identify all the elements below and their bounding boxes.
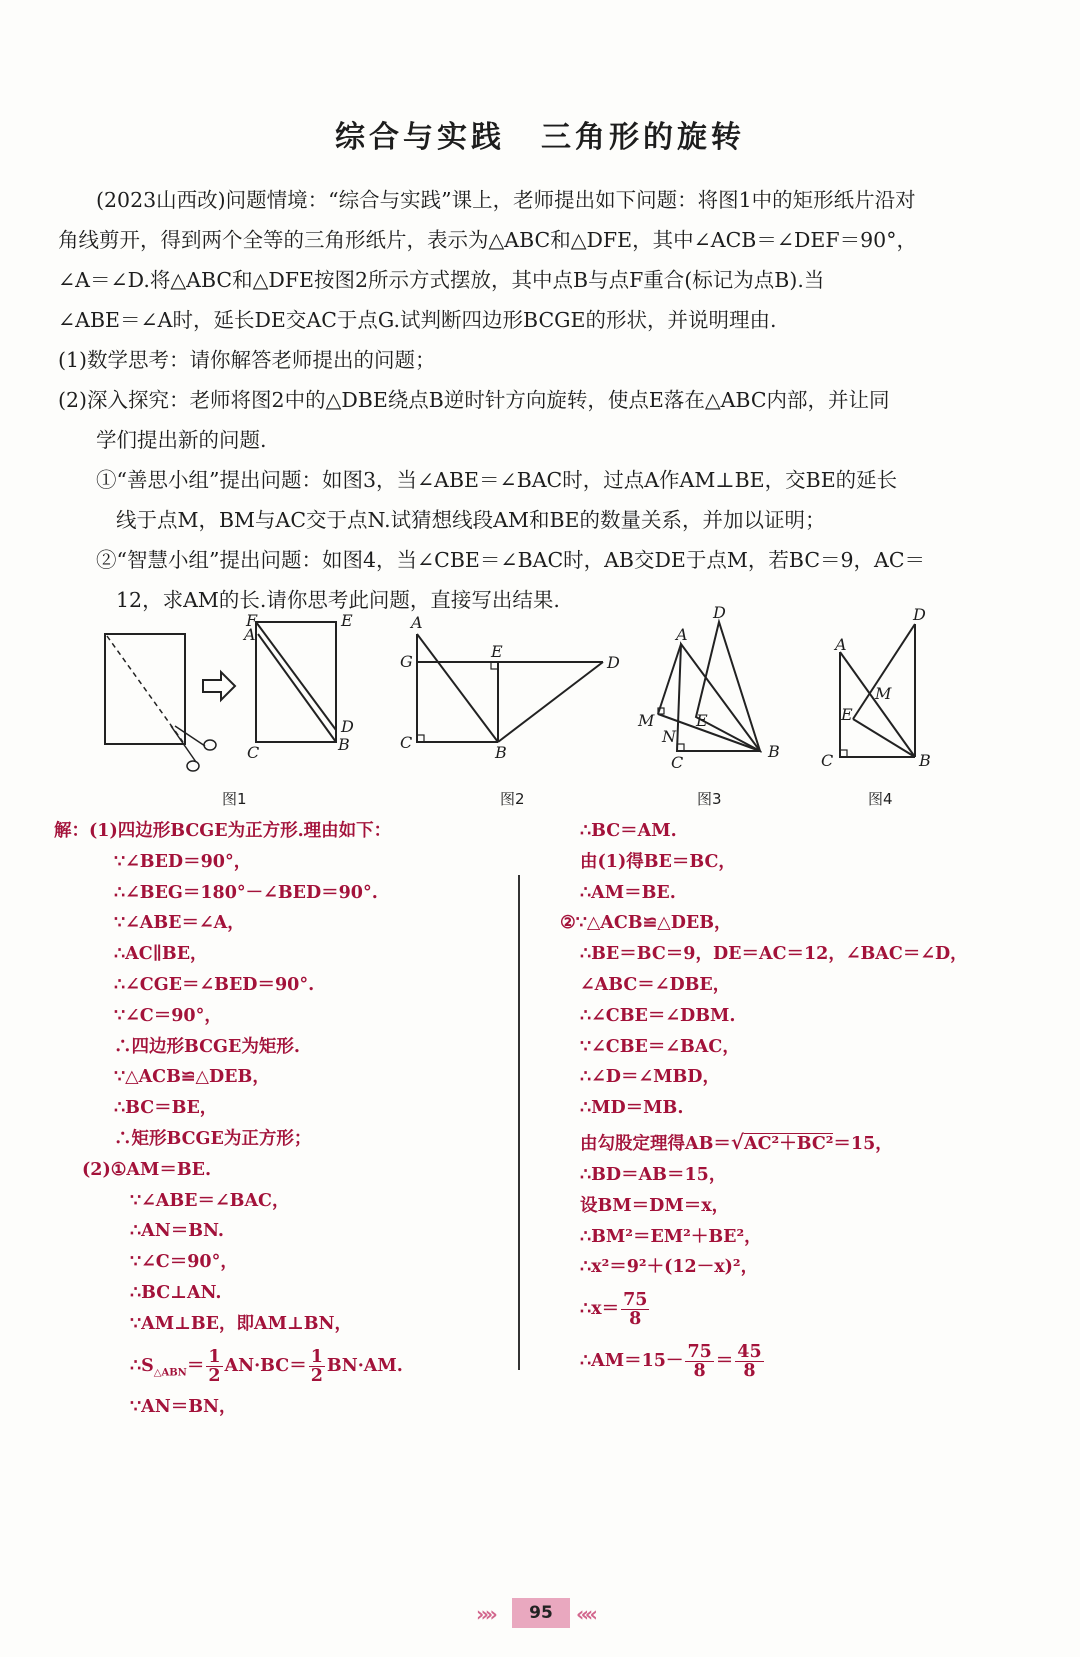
solution-line: ∴∠CBE＝∠DBM.	[580, 1005, 736, 1026]
solution-line: ∵AN＝BN，	[130, 1396, 237, 1417]
solution-line: 解：(1)四边形BCGE为正方形.理由如下：	[54, 821, 392, 841]
solution-line: ∵△ACB≌△DEB，	[114, 1067, 270, 1088]
solution-line: ∴BE＝BC＝9，DE＝AC＝12，∠BAC＝∠D，	[580, 944, 968, 965]
label-N: N	[662, 727, 676, 746]
question-2: (2)深入探究：老师将图2中的△DBE绕点B逆时针方向旋转，使点E落在△ABC内部，并让同	[58, 388, 890, 412]
column-divider	[518, 875, 520, 1370]
title-part1: 综合与实践	[335, 120, 505, 155]
problem-line: ∠ABE＝∠A时，延长DE交AC于点G.试判断四边形BCGE的形状，并说明理由.	[58, 308, 777, 332]
solution-line: ∵∠ABE＝∠BAC，	[130, 1190, 290, 1211]
problem-line: 学们提出新的问题.	[96, 428, 267, 452]
scissors-icon	[171, 726, 216, 771]
right-arrows-icon: ««	[576, 1602, 594, 1626]
line-eb	[853, 719, 915, 757]
caption-fig3: 图3	[697, 790, 722, 808]
label-A: A	[676, 625, 688, 644]
arrow-icon	[203, 672, 235, 700]
solution-left	[54, 816, 509, 1422]
title-part2: 三角形的旋转	[541, 120, 745, 155]
solution-line: ∴BC＝BE，	[114, 1098, 218, 1119]
solution-line: ∠ABC＝∠DBE，	[580, 974, 731, 995]
label-B: B	[768, 742, 780, 761]
solution-line: ∴矩形BCGE为正方形；	[114, 1128, 312, 1149]
x-value-line: ∴x＝ $\frac{75}{8}$	[580, 1290, 648, 1330]
label-B: B	[338, 735, 350, 754]
solution-line: ∴AC∥BE，	[114, 944, 208, 965]
line-am	[658, 644, 681, 714]
label-A: A	[244, 625, 256, 644]
line-de	[853, 624, 915, 719]
solution-line: ∵∠C＝90°，	[130, 1252, 238, 1273]
page-number-badge	[476, 1598, 606, 1630]
solution-line: ∴x²＝9²＋(12－x)²，	[580, 1257, 759, 1278]
figure-4	[815, 604, 955, 774]
solution-line: ∴AM＝BE.	[580, 882, 676, 903]
area-formula: $\therefore S_{\triangle ABN}=$ $\frac{1}{2}$ AN·BC＝ $\frac{1}{2}$ BN·AM.	[130, 1346, 403, 1386]
label-C: C	[671, 753, 684, 772]
label-D: D	[913, 605, 926, 624]
question-1: (1)数学思考：请你解答老师提出的问题；	[58, 348, 436, 372]
solution-line: ∴BC＝AM.	[580, 821, 677, 841]
solution-line: 由(1)得BE＝BC，	[580, 851, 736, 872]
problem-line: (2023山西改)问题情境：“综合与实践”课上，老师提出如下问题：将图1中的矩形纸片沿对	[96, 188, 916, 212]
page-title	[0, 112, 1080, 156]
question-2-2: ②“智慧小组”提出问题：如图4，当∠CBE＝∠BAC时，AB交DE于点M，若BC＝9，AC＝	[96, 548, 926, 572]
label-B: B	[495, 743, 507, 762]
solution-line: ∴∠CGE＝∠BED＝90°.	[114, 974, 315, 995]
solution-line: ∴BC⊥AN.	[130, 1282, 222, 1303]
solution-line: ∵∠CBE＝∠BAC，	[580, 1036, 740, 1057]
label-E: E	[341, 611, 353, 630]
solution-line: (2)①AM＝BE.	[82, 1159, 212, 1180]
label-D: D	[713, 603, 726, 622]
solution-line: ∴∠BEG＝180°－∠BED＝90°.	[114, 882, 378, 903]
label-A: A	[835, 635, 847, 654]
solution-line: ∴四边形BCGE为矩形.	[114, 1036, 300, 1057]
figure-3	[640, 604, 810, 774]
am-result-line: ∴AM＝15－ $\frac{75}{8}$ ＝ $\frac{45}{8}$	[580, 1342, 762, 1382]
line-db	[498, 662, 603, 742]
caption-fig4: 图4	[868, 790, 893, 808]
caption-fig1: 图1	[222, 790, 247, 808]
solution-line: ∴AN＝BN.	[130, 1221, 224, 1242]
solution-line: ②∵△ACB≌△DEB，	[560, 913, 732, 934]
solution-line: ∴BD＝AB＝15，	[580, 1164, 727, 1185]
label-M: M	[638, 711, 655, 730]
cut-edge-1	[258, 634, 336, 742]
pythagoras-line: 由勾股定理得AB＝√AC²＋BC²＝15，	[580, 1129, 893, 1154]
label-D: D	[607, 653, 620, 672]
problem-line: 12，求AM的长.请你思考此问题，直接写出结果.	[116, 588, 560, 612]
label-D: D	[341, 717, 354, 736]
label-E: E	[696, 711, 708, 730]
solution-line: ∵∠C＝90°，	[114, 1005, 222, 1026]
question-2-1: ①“善思小组”提出问题：如图3，当∠ABE＝∠BAC时，过点A作AM⊥BE，交BE的延长	[96, 468, 898, 492]
label-F: F	[246, 611, 258, 630]
problem-line: 角线剪开，得到两个全等的三角形纸片，表示为△ABC和△DFE，其中∠ACB＝∠DEF＝90°，	[58, 228, 917, 252]
figure-1	[95, 608, 375, 778]
label-B: B	[919, 751, 931, 770]
solution-line: 设BM＝DM＝x，	[580, 1195, 730, 1216]
label-C: C	[821, 751, 834, 770]
label-M: M	[875, 684, 892, 703]
problem-line: 线于点M，BM与AC交于点N.试猜想线段AM和BE的数量关系，并加以证明；	[116, 508, 826, 532]
label-G: G	[400, 652, 413, 671]
problem-line: ∠A＝∠D.将△ABC和△DFE按图2所示方式摆放，其中点B与点F重合(标记为点B).当	[58, 268, 825, 292]
cut-edge-2	[256, 622, 336, 730]
label-E: E	[491, 642, 503, 661]
sqrt-icon: √	[730, 1129, 745, 1154]
problem-statement	[58, 180, 1038, 620]
solution-line: ∴∠D＝∠MBD，	[580, 1067, 720, 1088]
solution-right	[560, 816, 1060, 1387]
label-A: A	[411, 613, 423, 632]
figure-2	[395, 612, 635, 772]
label-C: C	[247, 743, 260, 762]
label-C: C	[400, 733, 413, 752]
page-number: 95	[512, 1598, 570, 1628]
label-E: E	[841, 705, 853, 724]
solution-line: ∵∠ABE＝∠A，	[114, 913, 245, 934]
solution-line: ∵AM⊥BE，即AM⊥BN，	[130, 1313, 353, 1334]
caption-fig2: 图2	[500, 790, 525, 808]
solution-line: ∵∠BED＝90°，	[114, 851, 252, 872]
solution-line: ∴BM²＝EM²＋BE²，	[580, 1226, 762, 1247]
left-arrows-icon: »»	[476, 1602, 494, 1626]
solution-line: ∴MD＝MB.	[580, 1098, 684, 1119]
